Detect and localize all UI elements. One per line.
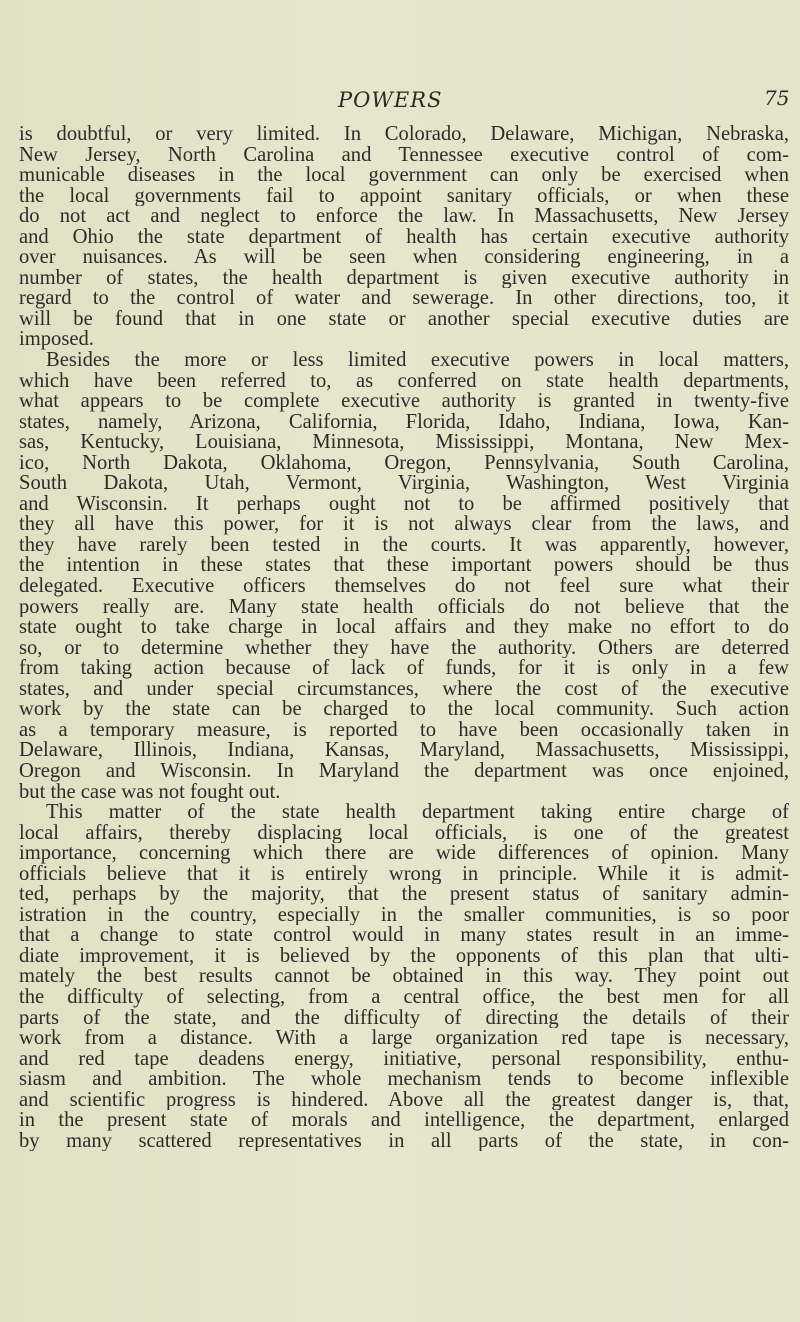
text-line: mately the best results cannot be obtained in this way. They point out [19,966,789,987]
text-line: and Wisconsin. It perhaps ought not to be affirmed positively that [19,493,789,515]
text-line: which have been referred to, as conferred on state health departments, [19,370,789,392]
text-line: in the present state of morals and intelligence, the department, enlarged [19,1110,789,1131]
page-number: 75 [764,86,790,110]
text-line: over nuisances. As will be seen when considering engineering, in a [19,247,789,268]
text-line: by many scattered representatives in all parts of the state, in con- [19,1130,789,1152]
text-line: imposed. [19,329,94,351]
text-line: and red tape deadens energy, initiative, personal responsibility, enthu- [19,1048,789,1070]
text-line: Oregon and Wisconsin. In Maryland the department was once enjoined, [19,760,789,782]
text-line: is doubtful, or very limited. In Colorado, Delaware, Michigan, Nebraska, [19,124,789,145]
text-line: and scientific progress is hindered. Above all the greatest danger is, that, [19,1089,789,1111]
text-line: siasm and ambition. The whole mechanism tends to become inflexible [19,1069,789,1090]
text-line: the intention in these states that these important powers should be thus [19,555,789,577]
text-line: states, namely, Arizona, California, Florida, Idaho, Indiana, Iowa, Kan- [19,411,789,433]
text-line: This matter of the state health department taking entire charge of [46,802,789,823]
text-line: ico, North Dakota, Oklahoma, Oregon, Pennsylvania, South Carolina, [19,452,789,474]
text-line: sas, Kentucky, Louisiana, Minnesota, Mississippi, Montana, New Mex- [19,432,789,453]
text-line: parts of the state, and the difficulty of directing the details of their [19,1007,789,1029]
text-line: as a temporary measure, is reported to have been occasionally taken in [19,719,789,741]
text-line: importance, concerning which there are wide differences of opinion. Many [19,843,789,864]
text-line: state ought to take charge in local affairs and they make no effort to do [19,617,789,638]
text-line: powers really are. Many state health officials do not believe that the [19,596,789,618]
text-line: Delaware, Illinois, Indiana, Kansas, Maryland, Massachusetts, Mississippi, [19,740,789,761]
text-line: the difficulty of selecting, from a central office, the best men for all [19,986,789,1008]
text-line: but the case was not fought out. [19,781,281,803]
text-line: they have rarely been tested in the courts. It was apparently, however, [19,534,789,556]
body-text [19,124,789,1151]
text-line: South Dakota, Utah, Vermont, Virginia, Washington, West Virginia [19,473,789,494]
text-line: istration in the country, especially in the smaller communities, is so poor [19,904,789,926]
text-line: so, or to determine whether they have the authority. Others are deterred [19,637,789,659]
text-line: diate improvement, it is believed by the opponents of this plan that ulti- [19,945,789,967]
running-head-title: POWERS [338,88,443,112]
paragraph [19,124,789,350]
paragraph [19,350,789,802]
running-head [0,88,800,118]
text-line: regard to the control of water and sewerage. In other directions, too, it [19,288,789,309]
text-line: delegated. Executive officers themselves do not feel sure what their [19,576,789,597]
text-line: they all have this power, for it is not always clear from the laws, and [19,514,789,535]
text-line: work by the state can be charged to the local community. Such action [19,699,789,720]
text-line: and Ohio the state department of health has certain executive authority [19,226,789,248]
text-line: that a change to state control would in many states result in an imme- [19,925,789,946]
text-line: the local governments fail to appoint sanitary officials, or when these [19,185,789,207]
text-line: work from a distance. With a large organization red tape is necessary, [19,1028,789,1049]
text-line: number of states, the health department is given executive authority in [19,267,789,289]
text-line: will be found that in one state or another special executive duties are [19,308,789,330]
text-line: officials believe that it is entirely wrong in principle. While it is admit- [19,863,789,885]
text-line: from taking action because of lack of funds, for it is only in a few [19,658,789,679]
paragraph [19,802,789,1151]
text-line: ted, perhaps by the majority, that the present status of sanitary admin- [19,884,789,905]
text-line: New Jersey, North Carolina and Tennessee executive control of com- [19,144,789,166]
text-line: do not act and neglect to enforce the law. In Massachusetts, New Jersey [19,206,789,227]
text-line: municable diseases in the local government can only be exercised when [19,165,789,186]
text-line: local affairs, thereby displacing local officials, is one of the greatest [19,822,789,844]
text-line: what appears to be complete executive authority is granted in twenty-five [19,391,789,412]
text-line: states, and under special circumstances, where the cost of the executive [19,678,789,700]
text-line: Besides the more or less limited executive powers in local matters, [46,350,789,371]
